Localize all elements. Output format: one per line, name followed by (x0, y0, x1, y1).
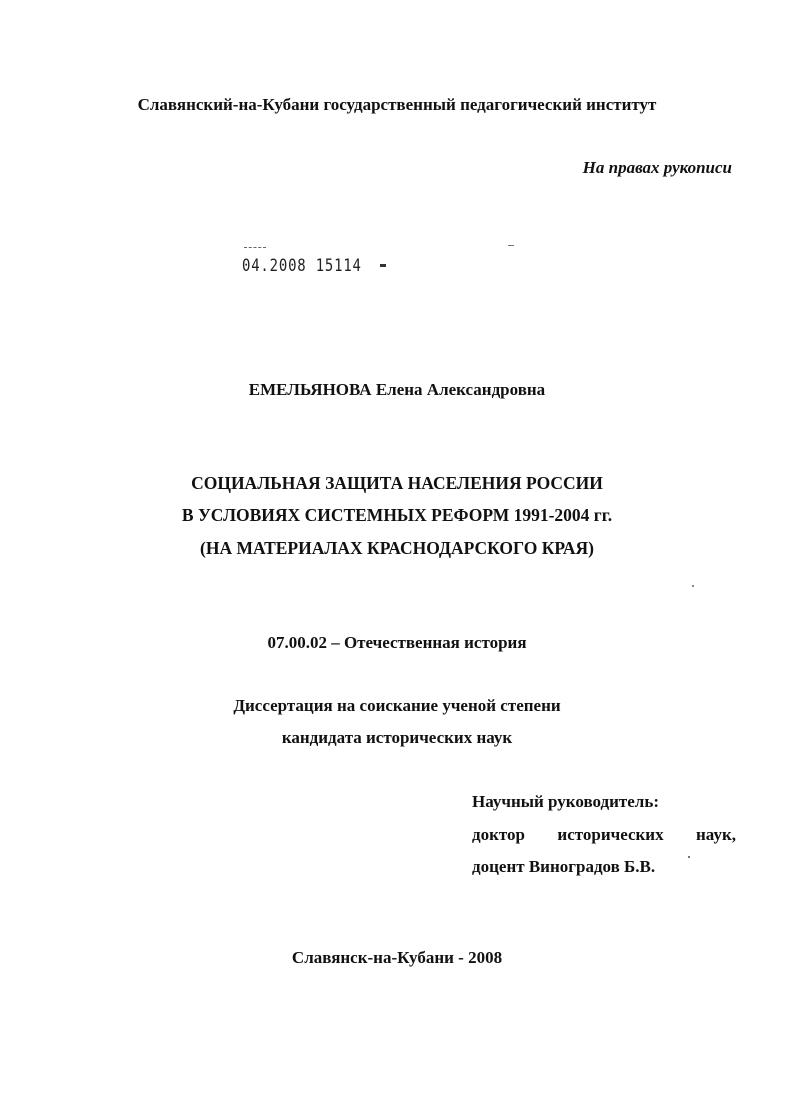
dissertation-line-2: кандидата исторических наук (281, 728, 513, 747)
scan-speck (508, 245, 514, 246)
place-and-year: Славянск-на-Кубани - 2008 (291, 948, 503, 967)
specialty-code: 07.00.02 – Отечественная история (267, 633, 527, 652)
author-name (0, 380, 794, 400)
supervisor-degree: доктор исторических наук, (472, 825, 736, 844)
supervisor-heading: Научный руководитель: (472, 792, 659, 811)
supervisor-name: доцент Виноградов Б.В. (472, 857, 656, 876)
manuscript-rights-note: На правах рукописи (582, 158, 732, 177)
scan-speck (688, 856, 690, 858)
registration-stamp: 04.2008 15114 (242, 256, 362, 276)
author-surname: ЕМЕЛЬЯНОВА (248, 380, 372, 399)
dissertation-line-1: Диссертация на соискание ученой степени (233, 696, 561, 715)
stamp-mark (244, 247, 266, 248)
title-line-3: (НА МАТЕРИАЛАХ КРАСНОДАРСКОГО КРАЯ) (200, 538, 594, 558)
author-given-names: Елена Александровна (375, 380, 546, 399)
stamp-bar-mark (380, 264, 386, 267)
scan-speck (692, 585, 694, 587)
title-line-2: В УСЛОВИЯХ СИСТЕМНЫХ РЕФОРМ 1991-2004 гг. (181, 505, 613, 525)
title-line-1: СОЦИАЛЬНАЯ ЗАЩИТА НАСЕЛЕНИЯ РОССИИ (191, 473, 603, 493)
institute-name: Славянский-на-Кубани государственный педагогический институт (137, 95, 657, 114)
